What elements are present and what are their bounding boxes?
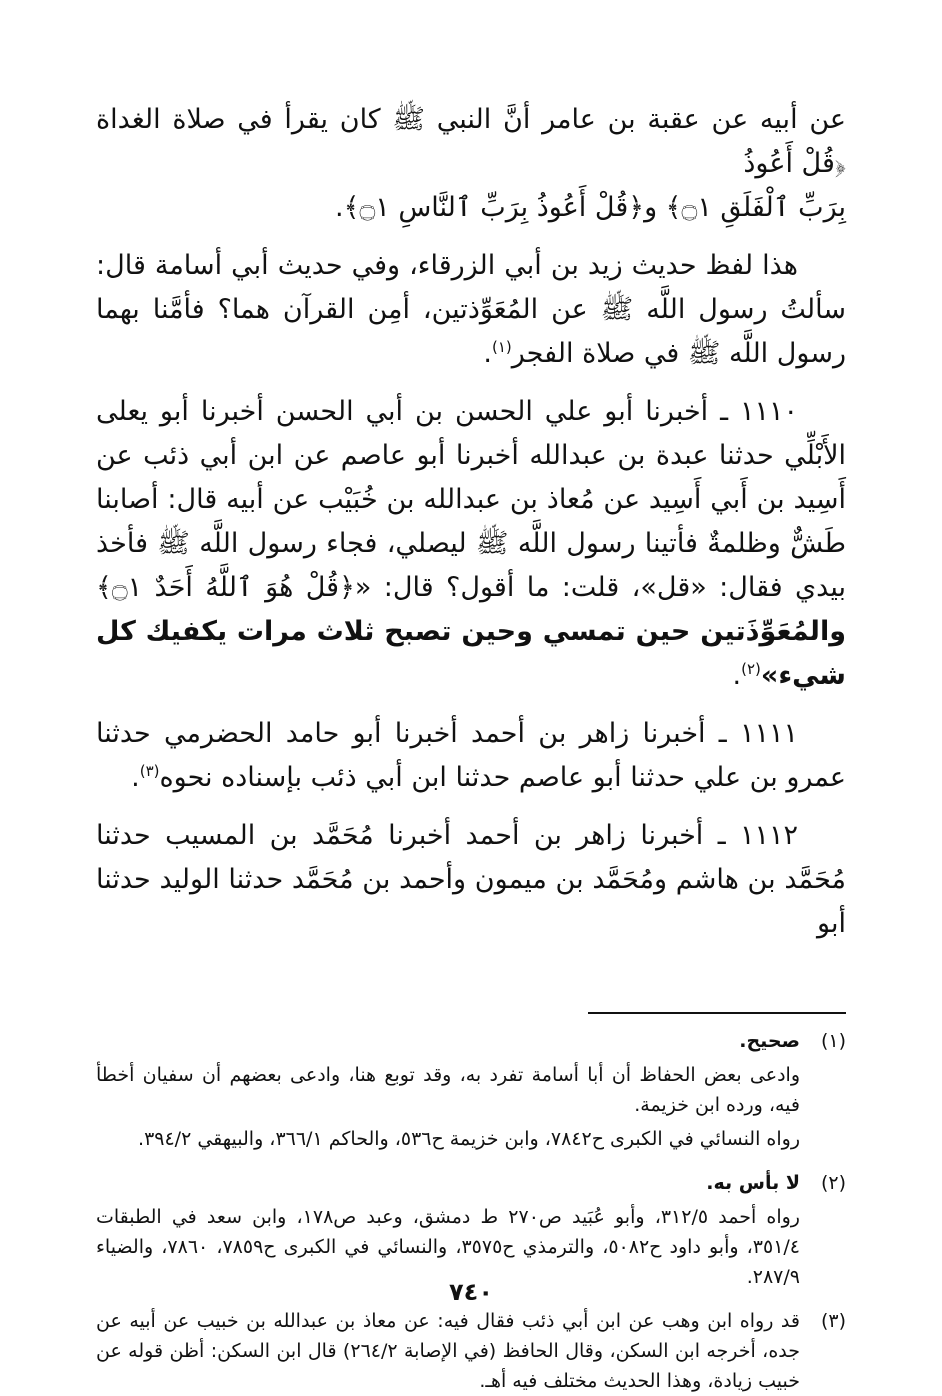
footnote-ref-1[interactable]: (١) xyxy=(492,338,512,356)
footnote-title: صحيح. xyxy=(739,1030,800,1052)
line-2: بِرَبِّ ٱلْفَلَقِ ۝١﴾ و﴿قُلْ أَعُوذُ بِرَبِّ ٱلنَّاسِ ۝١﴾. xyxy=(335,192,846,223)
page-number: ٧٤٠ xyxy=(449,1278,493,1306)
hadith-1111: ١١١١ ـ أخبرنا زاهر بن أحمد أخبرنا أبو حامد الحضرمي حدثنا عمرو بن علي حدثنا أبو عاصم حدثنا ابن أبي ذئب بإسناده نحوه$^{(٣)}$. xyxy=(96,718,846,793)
footnote-text: رواه النسائي في الكبرى ح٧٨٤٢، وابن خزيمة ح٥٣٦، والحاكم ٣٦٦/١، والبيهقي ٣٩٤/٢. xyxy=(138,1128,800,1150)
line-1: عن أبيه عن عقبة بن عامر أنَّ النبي ﷺ كان يقرأ في صلاة الغداة ﴿قُلْ أَعُوذُ xyxy=(96,104,846,179)
footnote-separator xyxy=(588,1012,846,1014)
hadith-1110: ١١١٠ ـ أخبرنا أبو علي الحسن بن أبي الحسن أخبرنا أبو يعلى الأَبْلِّي حدثنا عبدة بن عبدالله أخبرنا أبو عاصم عن ابن أبي ذئب عن أَسِيد بن أَبي أَسِيد عن مُعاذ بن عبدالله بن خُبَيْب عن أبيه قال: أصابنا طَشٌّ وظلمةٌ فأتينا رسول اللَّه ﷺ ليصلي، فجاء رسول اللَّه ﷺ فأخذ بيدي فقال: «قل»، قلت: ما أقول؟ قال: «﴿قُلْ هُوَ ٱللَّهُ أَحَدٌ ۝١﴾ والمُعَوِّذَتين حين تمسي وحين تصبح ثلاث مرات يكفيك كل شيء»$^{(٢)}$. xyxy=(96,396,846,691)
paragraph-continuation xyxy=(96,98,846,230)
hadith-text: ١١١٠ ـ أخبرنا أبو علي الحسن بن أبي الحسن أخبرنا أبو يعلى الأَبْلِّي حدثنا عبدة بن عبدالله أخبرنا أبو عاصم عن ابن أبي ذئب عن أَسِيد بن أَبي أَسِيد عن مُعاذ بن عبدالله بن خُبَيْب عن أبيه قال: أصابنا طَشٌّ وظلمةٌ فأتينا رسول اللَّه ﷺ ليصلي، فجاء رسول اللَّه ﷺ فأخذ بيدي فقال: «قل»، قلت: ما أقول؟ قال: «﴿قُلْ هُوَ ٱللَّهُ أَحَدٌ ۝١﴾ xyxy=(96,396,846,603)
paragraph-text: هذا لفظ حديث زيد بن أبي الزرقاء، وفي حديث أبي أسامة قال: سألتُ رسول اللَّه ﷺ عن المُعَوِّذتين، أمِن القرآن هما؟ فأمَّنا بهما رسول اللَّه ﷺ في صلاة الفجر xyxy=(96,250,846,369)
footnote-ref-2[interactable]: (٢) xyxy=(741,660,761,678)
footnote-text: وادعى بعض الحفاظ أن أبا أسامة تفرد به، وقد توبع هنا، وادعى بعضهم أن سفيان أخطأ فيه، ورده ابن خزيمة. xyxy=(96,1064,800,1116)
footnotes xyxy=(96,1026,846,1396)
hadith-text: ١١١٢ ـ أخبرنا زاهر بن أحمد أخبرنا مُحَمَّد بن المسيب حدثنا مُحَمَّد بن هاشم ومُحَمَّد بن ميمون وأحمد بن مُحَمَّد حدثنا الوليد حدثنا أبو xyxy=(96,820,846,939)
footnote-number: (١) xyxy=(820,1030,846,1052)
main-text xyxy=(96,98,846,946)
paragraph-commentary: هذا لفظ حديث زيد بن أبي الزرقاء، وفي حديث أبي أسامة قال: سألتُ رسول اللَّه ﷺ عن المُعَوِّذتين، أمِن القرآن هما؟ فأمَّنا بهما رسول اللَّه ﷺ في صلاة الفجر$^{(١)}$. xyxy=(96,250,846,369)
footnote-text: رواه أحمد ٣١٢/٥، وأبو عُبَيد ص٢٧٠ ط دمشق، وعبد ص١٧٨، وابن سعد في الطبقات ٣٥١/٤، وأبو داود ح٥٠٨٢، والترمذي ح٣٥٧٥، والنسائي في الكبرى ح٧٨٥٩، ٧٨٦٠، والضياء ٢٨٧/٩. xyxy=(96,1206,801,1288)
hadith-1112 xyxy=(96,814,846,946)
footnote-ref-3[interactable]: (٣) xyxy=(139,762,160,780)
hadith-text-bold: والمُعَوِّذَتين حين تمسي وحين تصبح ثلاث مرات يكفيك كل شيء» xyxy=(96,616,846,691)
footnote-number: (٣) xyxy=(820,1310,846,1332)
hadith-text: ١١١١ ـ أخبرنا زاهر بن أحمد أخبرنا أبو حامد الحضرمي حدثنا عمرو بن علي حدثنا أبو عاصم حدثنا ابن أبي ذئب بإسناده نحوه xyxy=(96,718,846,793)
footnote-title: لا بأس به. xyxy=(706,1172,800,1194)
footnote-number: (٢) xyxy=(820,1172,846,1194)
footnote-3 xyxy=(96,1306,846,1396)
footnote-text: قد رواه ابن وهب عن ابن أبي ذئب فقال فيه: عن معاذ بن عبدالله بن خبيب عن أبيه عن جده، أخرجه ابن السكن، وقال الحافظ (في الإصابة ٢٦٤/٢) قال ابن السكن: أظن قوله عن خبيب زيادة، وهذا الحديث مختلف فيه أهـ. xyxy=(96,1310,800,1392)
footnote-1 xyxy=(96,1026,846,1056)
footnote-2 xyxy=(96,1168,846,1198)
